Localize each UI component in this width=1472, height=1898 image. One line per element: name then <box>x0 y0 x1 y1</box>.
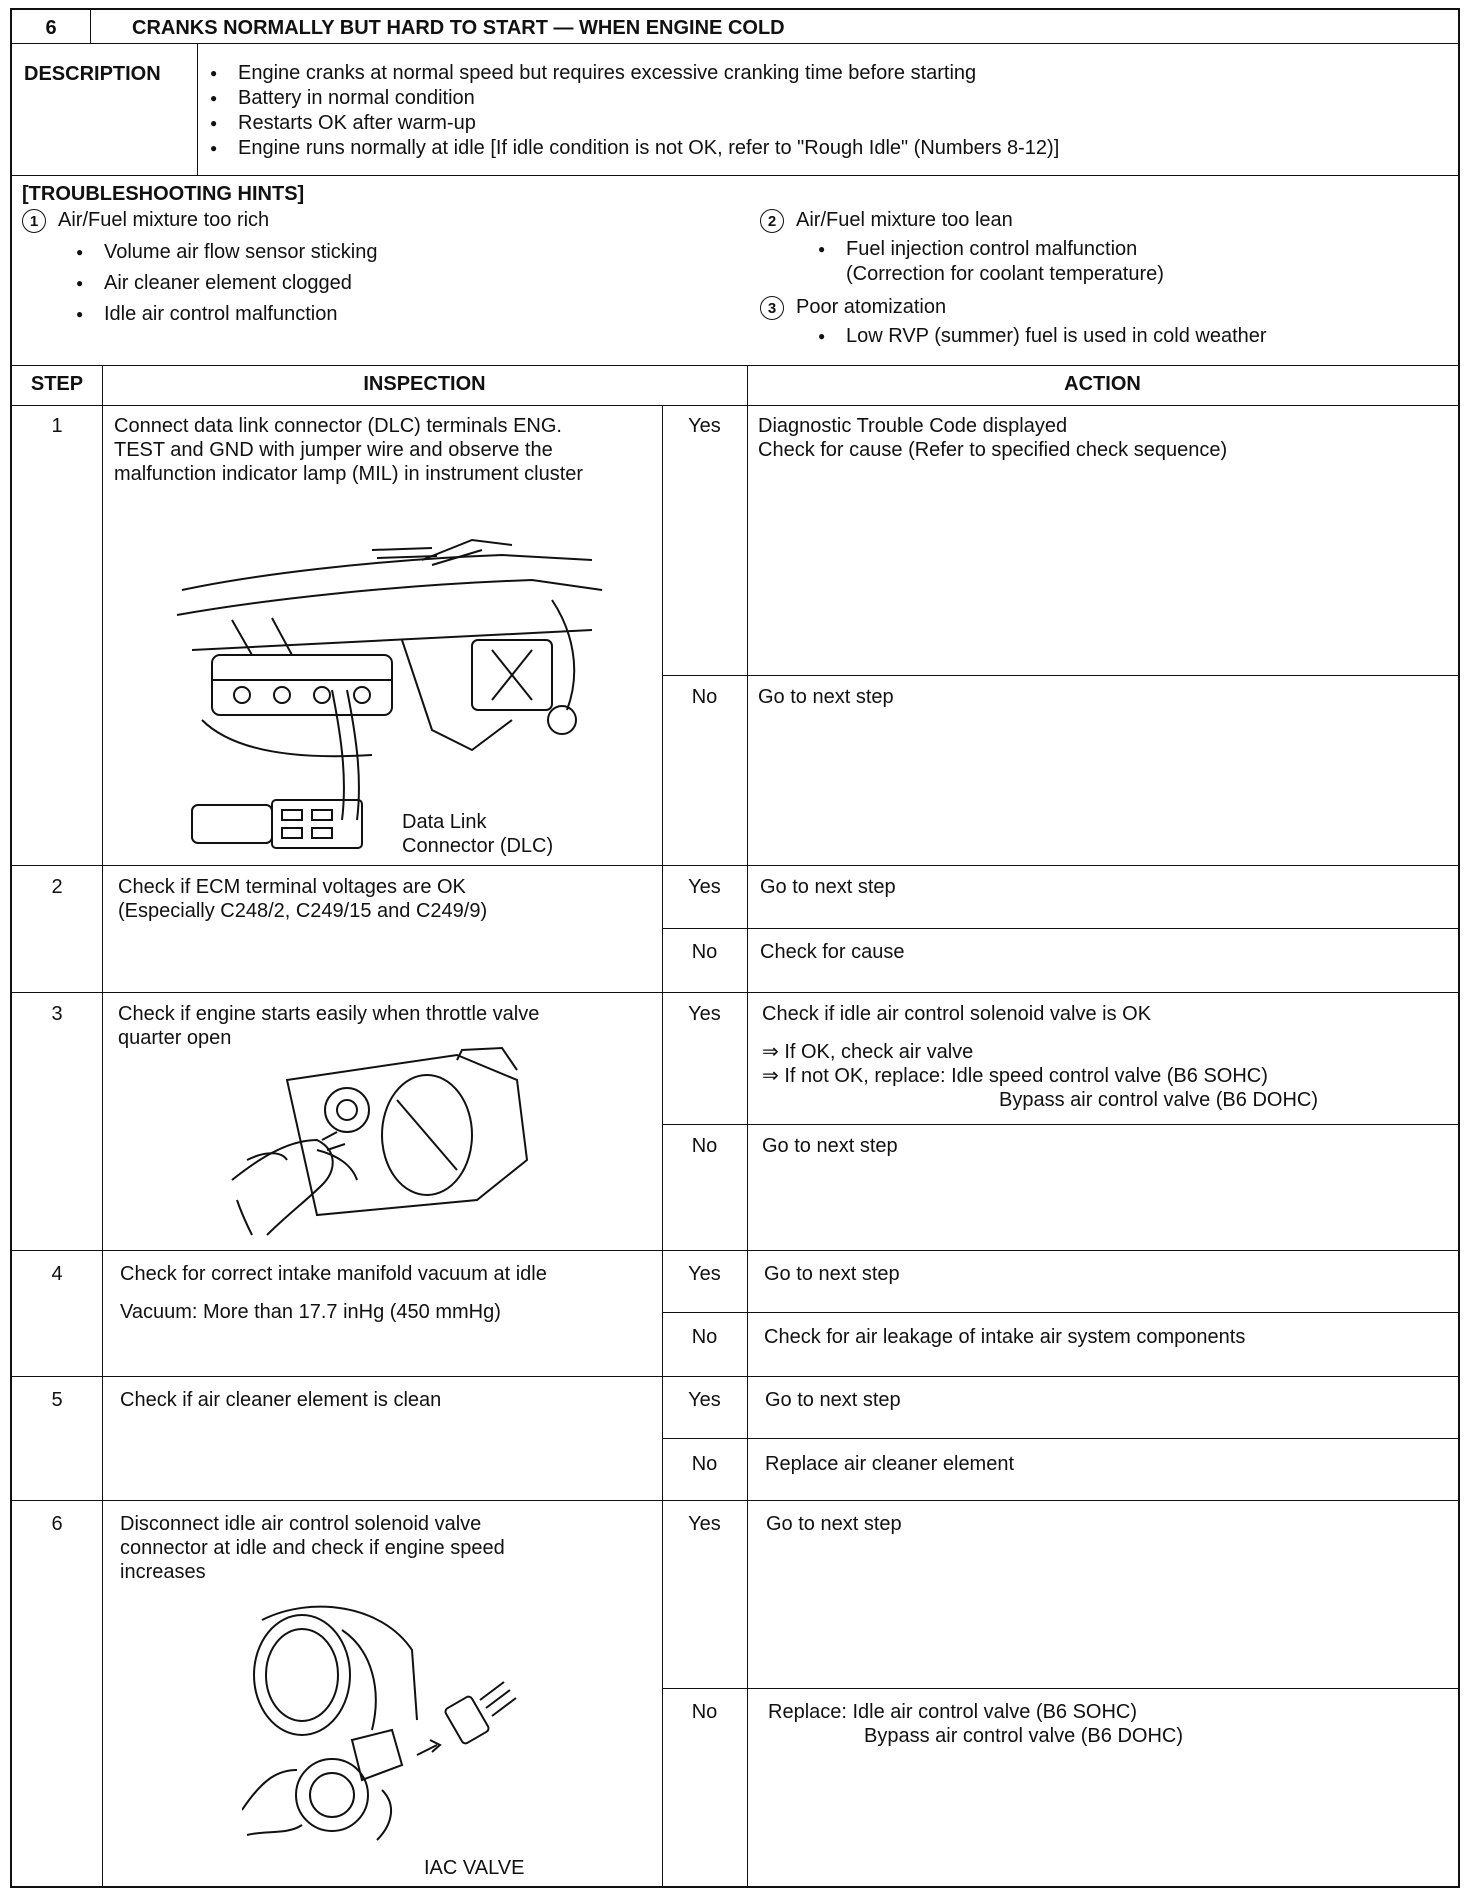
yes-label: Yes <box>688 876 721 898</box>
figure-label-iac-valve: IAC VALVE <box>424 1857 525 1879</box>
step-inspection: Check for correct intake manifold vacuum at idle <box>120 1263 547 1285</box>
step-inspection: Disconnect idle air control solenoid valve connector at idle and check if engine speed increases <box>120 1513 505 1583</box>
no-label: No <box>691 941 718 963</box>
no-label: No <box>691 1701 718 1723</box>
no-action-cont: Bypass air control valve (B6 DOHC) <box>864 1725 1183 1747</box>
section-title: CRANKS NORMALLY BUT HARD TO START — WHEN ENGINE COLD <box>132 17 785 39</box>
circled-number: 1 <box>22 209 46 233</box>
yes-action: Go to next step <box>760 876 896 898</box>
step-inspection: Check if ECM terminal voltages are OK (Especially C248/2, C249/15 and C249/9) <box>118 876 488 922</box>
description-item: ● Engine runs normally at idle [If idle condition is not OK, refer to "Rough Idle" (Numbers 8-12)] <box>206 136 1446 161</box>
yes-action: Go to next step <box>766 1513 902 1535</box>
no-label: No <box>691 1135 718 1157</box>
step-number: 5 <box>51 1389 63 1411</box>
no-action: Check for air leakage of intake air system components <box>764 1326 1246 1348</box>
arrow-icon: ⇒ <box>762 1041 779 1063</box>
hint-item: ● Air cleaner element clogged <box>72 268 722 299</box>
hint-heading: Air/Fuel mixture too lean <box>796 209 1013 231</box>
yes-label: Yes <box>688 1263 721 1285</box>
step-inspection: Check if engine starts easily when throttle valve quarter open <box>118 1003 540 1049</box>
no-label: No <box>691 1453 718 1475</box>
step-number: 1 <box>51 415 63 437</box>
step-number: 4 <box>51 1263 63 1285</box>
yes-label: Yes <box>688 1003 721 1025</box>
no-action: Go to next step <box>758 686 894 708</box>
step-number: 3 <box>51 1003 63 1025</box>
step-number: 6 <box>51 1513 63 1535</box>
dlc-engine-illustration <box>172 520 612 860</box>
hint-group-2 <box>760 208 1450 287</box>
hint-item: ● Volume air flow sensor sticking <box>72 237 722 268</box>
iac-valve-illustration <box>242 1590 532 1850</box>
step-inspection: Connect data link connector (DLC) terminals ENG. TEST and GND with jumper wire and observe the malfunction indicator lamp (MIL) in instrument cluster <box>114 415 584 485</box>
yes-label: Yes <box>688 1389 721 1411</box>
no-action: Replace air cleaner element <box>765 1453 1015 1475</box>
hint-group-3 <box>760 295 1450 349</box>
step-inspection: Check if air cleaner element is clean <box>120 1389 442 1411</box>
description-item: ● Engine cranks at normal speed but requires excessive cranking time before starting <box>206 61 1446 86</box>
header-step: STEP <box>30 373 84 395</box>
hint-item: ● Idle air control malfunction <box>72 299 722 330</box>
arrow-icon: ⇒ <box>762 1065 779 1087</box>
yes-action: Go to next step <box>764 1263 900 1285</box>
description-item: ● Battery in normal condition <box>206 86 1446 111</box>
section-number: 6 <box>45 17 57 39</box>
circled-number: 2 <box>760 209 784 233</box>
yes-sub-item-2-cont: Bypass air control valve (B6 DOHC) <box>999 1089 1318 1111</box>
no-action: Replace: Idle air control valve (B6 SOHC) <box>768 1701 1138 1723</box>
no-action: Go to next step <box>762 1135 898 1157</box>
yes-label: Yes <box>688 1513 721 1535</box>
header-inspection: INSPECTION <box>363 373 486 395</box>
yes-action: Check if idle air control solenoid valve is OK <box>762 1003 1152 1025</box>
yes-label: Yes <box>688 415 721 437</box>
description-item: ● Restarts OK after warm-up <box>206 111 1446 136</box>
header-action: ACTION <box>1064 373 1141 395</box>
no-label: No <box>691 1326 718 1348</box>
circled-number: 3 <box>760 296 784 320</box>
hint-heading: Poor atomization <box>796 296 947 318</box>
troubleshooting-page <box>10 8 1460 1888</box>
step-number: 2 <box>51 876 63 898</box>
hints-title: [TROUBLESHOOTING HINTS] <box>22 183 305 205</box>
yes-sub-item-1: ⇒ If OK, check air valve <box>762 1041 974 1063</box>
step-inspection-note: Vacuum: More than 17.7 inHg (450 mmHg) <box>120 1301 501 1323</box>
no-label: No <box>691 686 718 708</box>
yes-sub-item-2: ⇒ If not OK, replace: Idle speed control valve (B6 SOHC) <box>762 1065 1268 1087</box>
hint-heading: Air/Fuel mixture too rich <box>58 209 270 231</box>
hint-item: ● Fuel injection control malfunction (Correction for coolant temperature) <box>814 237 1450 287</box>
no-action: Check for cause <box>760 941 905 963</box>
yes-action: Diagnostic Trouble Code displayed Check for cause (Refer to specified check sequence) <box>758 415 1228 461</box>
figure-label-dlc: Data Link Connector (DLC) <box>402 811 554 857</box>
throttle-body-illustration <box>227 1040 547 1240</box>
description-list <box>206 61 1446 161</box>
hint-group-1 <box>22 208 722 330</box>
yes-action: Go to next step <box>765 1389 901 1411</box>
description-label: DESCRIPTION <box>24 63 161 85</box>
hint-item: ● Low RVP (summer) fuel is used in cold weather <box>814 324 1450 349</box>
